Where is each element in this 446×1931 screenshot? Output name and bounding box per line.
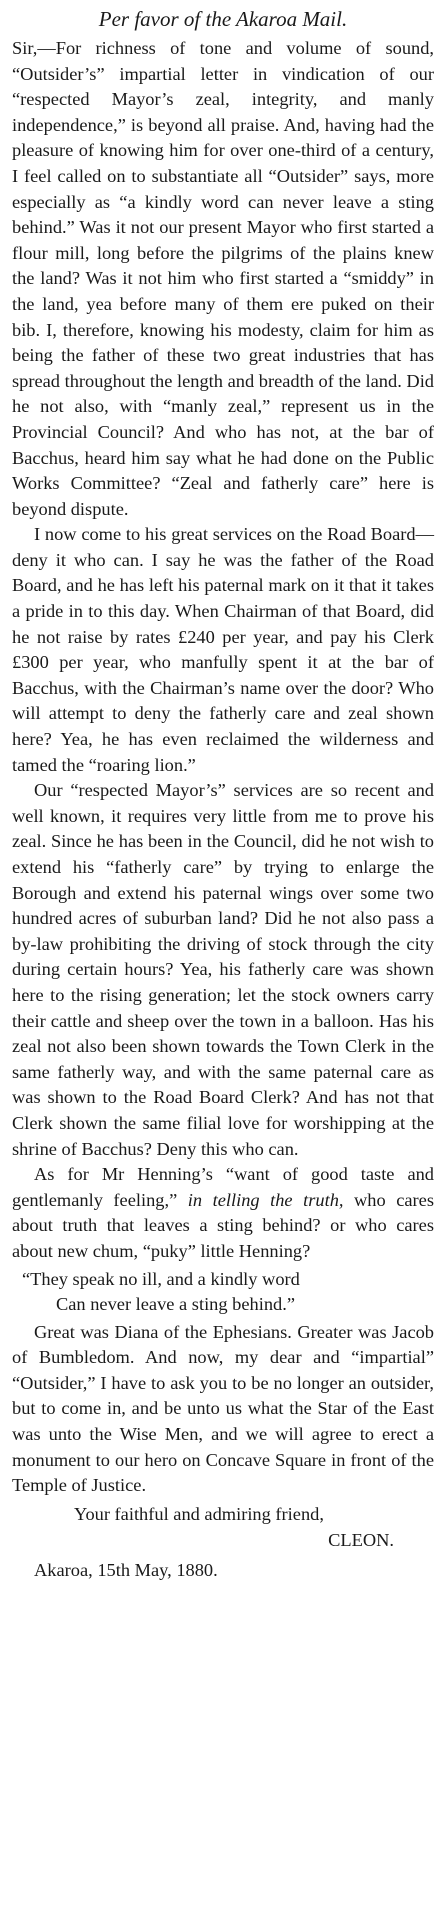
paragraph-1: Sir,—For richness of tone and volume of sound, “Outsider’s” impartial letter in vindication of our “respected Mayor’s zeal, integrity, and manly independence,” is beyond all praise. And, having had the pleasure of knowing him for over one-third of a century, I feel called on to substantiate all “Outsider” says, more especially as “a kindly word can never leave a sting behind.” Was it not our present Mayor who first started a flour mill, long before the pilgrims of the plains knew the land? Was it not him who first started a “smiddy” in the land, yea before many of them ere puked on their bib. I, therefore, knowing his modesty, claim for him as being the father of these two great industries that has spread throughout the length and breadth of the land. Did he not also, with “manly zeal,” represent us in the Provincial Council? And who has not, at the bar of Bacchus, heard him say what he had done on the Public Works Committee? “Zeal and fatherly care” here is beyond dispute. — [12, 38, 434, 519]
signoff: Your faithful and admiring friend, — [74, 1503, 324, 1524]
paragraph-4 — [12, 1162, 434, 1264]
signature: CLEON. — [328, 1529, 394, 1550]
paragraph-5: Great was Diana of the Ephesians. Greater was Jacob of Bumbledom. And now, my dear and “impartial” “Outsider,” I have to ask you to be no longer an outsider, but to come in, and be unto us what the Star of the East was unto the Wise Men, and we will agree to erect a monument to our hero on Concave Square in front of the Temple of Justice. — [12, 1321, 434, 1496]
paragraph-4-start: As for Mr Henning’s “want of good taste and gentlemanly feeling,” — [12, 1164, 434, 1210]
paragraph-4-italic: in telling the truth, — [187, 1189, 344, 1210]
verse-quote — [12, 1267, 434, 1318]
letter-heading: Per favor of the Akaroa Mail. — [98, 7, 348, 31]
verse-line-2: Can never leave a sting behind.” — [56, 1294, 295, 1315]
verse-line-1: “They speak no ill, and a kindly word — [22, 1268, 300, 1289]
paragraph-2: I now come to his great services on the Road Board—deny it who can. I say he was the father of the Road Board, and he has left his paternal mark on it that it takes a pride in to this day. When Chairman of that Board, did he not raise by rates £240 per year, and pay his Clerk £300 per year, who manfully spent it at the bar of Bacchus, with the Chairman’s name over the door? Who will attempt to deny the fatherly care and zeal shown here? Yea, he has even reclaimed the wilderness and tamed the “roaring lion.” — [12, 524, 434, 775]
paragraph-3: Our “respected Mayor’s” services are so recent and well known, it requires very little from me to prove his zeal. Since he has been in the Council, did he not wish to extend his “fatherly care” by trying to enlarge the Borough and extend his paternal wings over some two hundred acres of suburban land? Did he not also pass a by-law prohibiting the driving of stock through the city during certain hours? Yea, his fatherly care was shown here to the rising generation; let the stock owners carry their cattle and sheep over the town in a balloon. Has his zeal not also been shown towards the Town Clerk in the same fatherly way, and with the same paternal care as was shown to the Road Board Clerk? And has not that Clerk shown the same filial love for worshipping at the shrine of Bacchus? Deny this who can. — [12, 780, 434, 1159]
dateline: Akaroa, 15th May, 1880. — [34, 1559, 218, 1580]
paragraph-4-end: who cares about truth that leaves a sting behind? or who cares about new chum, “puky” little Henning? — [12, 1189, 434, 1261]
